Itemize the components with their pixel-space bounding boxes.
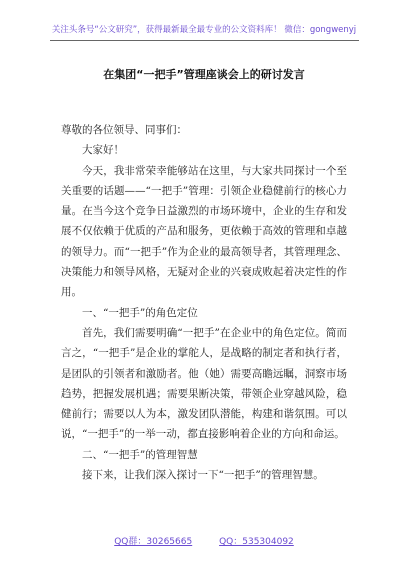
paragraph-role: 首先，我们需要明确“一把手”在企业中的角色定位。简而言之，“一把手”是企业的掌舵人，是战略的制定者和执行者，是团队的引领者和激励者。他（她）需要高瞻远瞩，洞察市场趋势，把握发展机遇；需要果断决策，带领企业穿越风险，稳健前行；需要以人为本，激发团队潜能，构建和谐氛围。可以说，“一把手”的一举一动，都直接影响着企业的方向和命运。 [61, 326, 347, 441]
header-divider [50, 40, 359, 41]
document-title: 在集团“一把手”管理座谈会上的研讨发言 [103, 68, 305, 81]
greeting: 大家好！ [82, 144, 124, 157]
section-heading-role: 一、“一把手”的角色定位 [82, 306, 198, 319]
footer-contact [0, 536, 408, 548]
header-promo-note: 关注头条号“公文研究”，获得最新最全最专业的公文资料库！ 微信：gongwenyj [51, 25, 357, 35]
footer-qq-number: QQ：535304092 [219, 537, 294, 547]
section-heading-wisdom: 二、“一把手”的管理智慧 [82, 448, 198, 461]
salutation: 尊敬的各位领导、同事们： [61, 124, 187, 136]
document-body [61, 120, 347, 485]
footer-qq-group: QQ群：30265665 [114, 537, 193, 547]
paragraph-intro: 今天，我非常荣幸能够站在这里，与大家共同探讨一个至关重要的话题——“一把手”管理：引领企业稳健前行的核心力量。在当今这个竞争日益激烈的市场环境中，企业的生存和发展不仅依赖于优质的产品和服务，更依赖于高效的管理和卓越的领导力。而“一把手”作为企业的最高领导者，其管理理念、决策能力和领导风格，无疑对企业的兴衰成败起着决定性的作用。 [61, 164, 347, 299]
paragraph-wisdom: 接下来，让我们深入探讨一下“一把手”的管理智慧。 [82, 469, 324, 482]
